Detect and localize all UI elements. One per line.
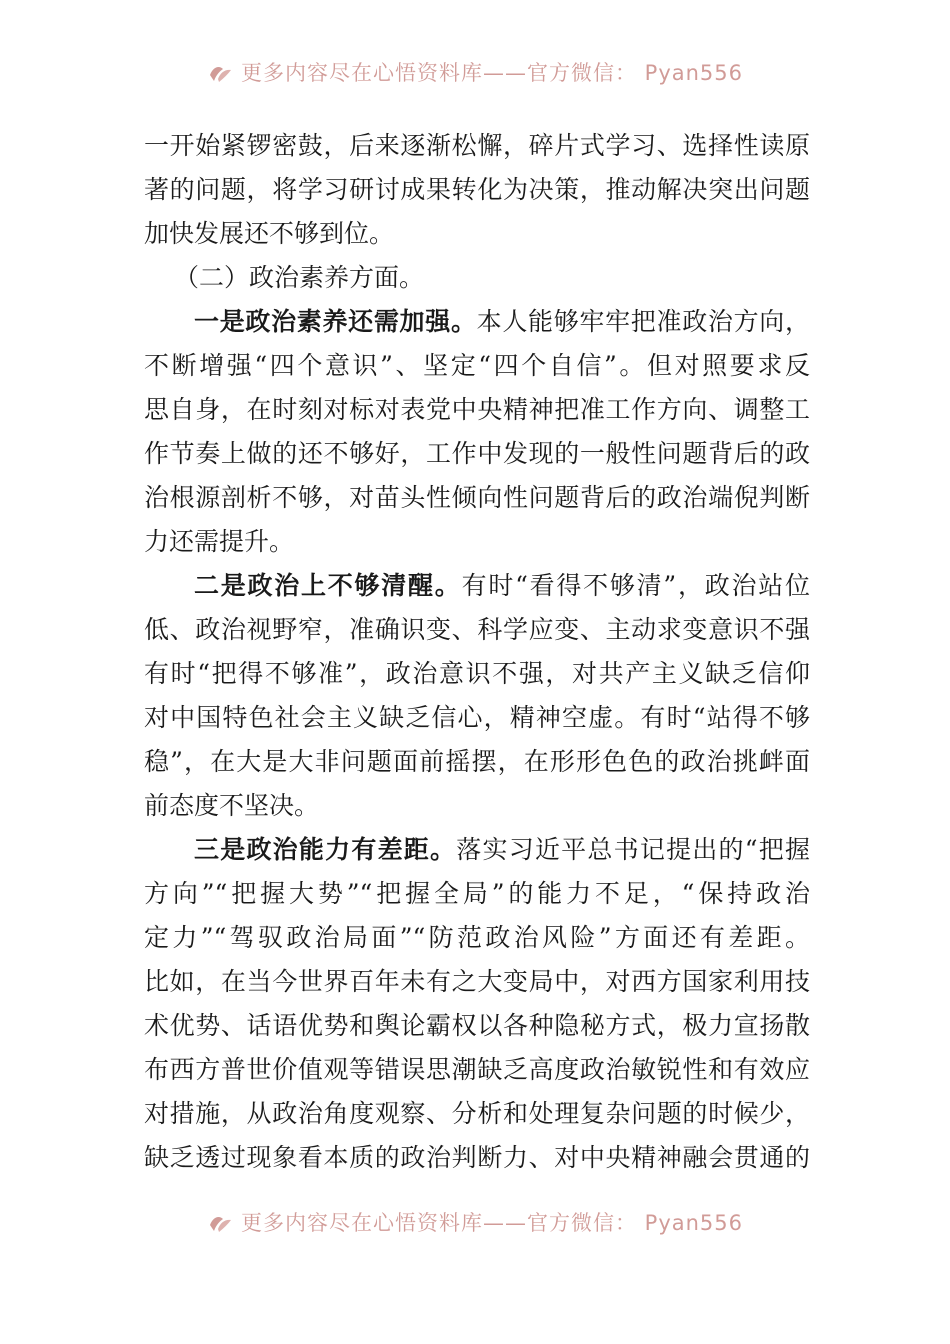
paragraph-first-line: [144, 828, 810, 872]
header-watermark: [0, 52, 950, 92]
watermark-text: 更多内容尽在心悟资料库——官方微信： Pyan556: [240, 61, 744, 85]
text-line: 对中国特色社会主义缺乏信心，精神空虚。有时“站得不够: [144, 703, 810, 732]
text-line: 术优势、话语优势和舆论霸权以各种隐秘方式，极力宣扬散: [144, 1011, 810, 1040]
text-line: 力还需提升。: [144, 527, 295, 556]
text-line: 稳”，在大是大非问题面前摇摆，在形形色色的政治挑衅面: [144, 747, 810, 776]
paragraph-first-line: [144, 564, 810, 608]
paragraph-lead: 二是政治上不够清醒。: [194, 571, 462, 600]
text-line: 有时“把得不够准”，政治意识不强，对共产主义缺乏信仰: [144, 659, 810, 688]
paragraph-first-line: [144, 300, 810, 344]
paragraph-lead: 三是政治能力有差距。: [194, 835, 457, 864]
footer-watermark: [0, 1202, 950, 1242]
paragraph-lead: 一是政治素养还需加强。: [194, 307, 477, 336]
section-heading: （二）政治素养方面。: [174, 263, 425, 292]
text-line: 不断增强“四个意识”、坚定“四个自信”。但对照要求反: [144, 351, 810, 380]
watermark-text: 更多内容尽在心悟资料库——官方微信： Pyan556: [240, 1211, 744, 1235]
text-line: 缺乏透过现象看本质的政治判断力、对中央精神融会贯通的: [144, 1143, 810, 1172]
text-span: 落实习近平总书记提出的“把握: [456, 835, 810, 864]
text-line: 思自身，在时刻对标对表党中央精神把准工作方向、调整工: [144, 395, 810, 424]
text-line: 布西方普世价值观等错误思潮缺乏高度政治敏锐性和有效应: [144, 1055, 810, 1084]
text-line: 治根源剖析不够，对苗头性倾向性问题背后的政治端倪判断: [144, 483, 810, 512]
book-logo-icon: [207, 59, 233, 85]
text-line: 一开始紧锣密鼓，后来逐渐松懈，碎片式学习、选择性读原: [144, 131, 810, 160]
document-body: [144, 124, 810, 1180]
text-span: 有时“看得不够清”，政治站位: [461, 571, 810, 600]
text-line: 定力”“驾驭政治局面”“防范政治风险”方面还有差距。: [144, 923, 810, 952]
book-logo-icon: [207, 1209, 233, 1235]
text-line: 作节奏上做的还不够好，工作中发现的一般性问题背后的政: [144, 439, 810, 468]
text-line: 方向”“把握大势”“把握全局”的能力不足，“保持政治: [144, 879, 810, 908]
text-line: 对措施，从政治角度观察、分析和处理复杂问题的时候少，: [144, 1099, 810, 1128]
text-line: 著的问题，将学习研讨成果转化为决策，推动解决突出问题: [144, 175, 810, 204]
text-span: 本人能够牢牢把准政治方向，: [476, 307, 810, 336]
text-line: 前态度不坚决。: [144, 791, 320, 820]
text-line: 加快发展还不够到位。: [144, 219, 395, 248]
text-line: 比如，在当今世界百年未有之大变局中，对西方国家利用技: [144, 967, 810, 996]
text-line: 低、政治视野窄，准确识变、科学应变、主动求变意识不强: [144, 615, 810, 644]
